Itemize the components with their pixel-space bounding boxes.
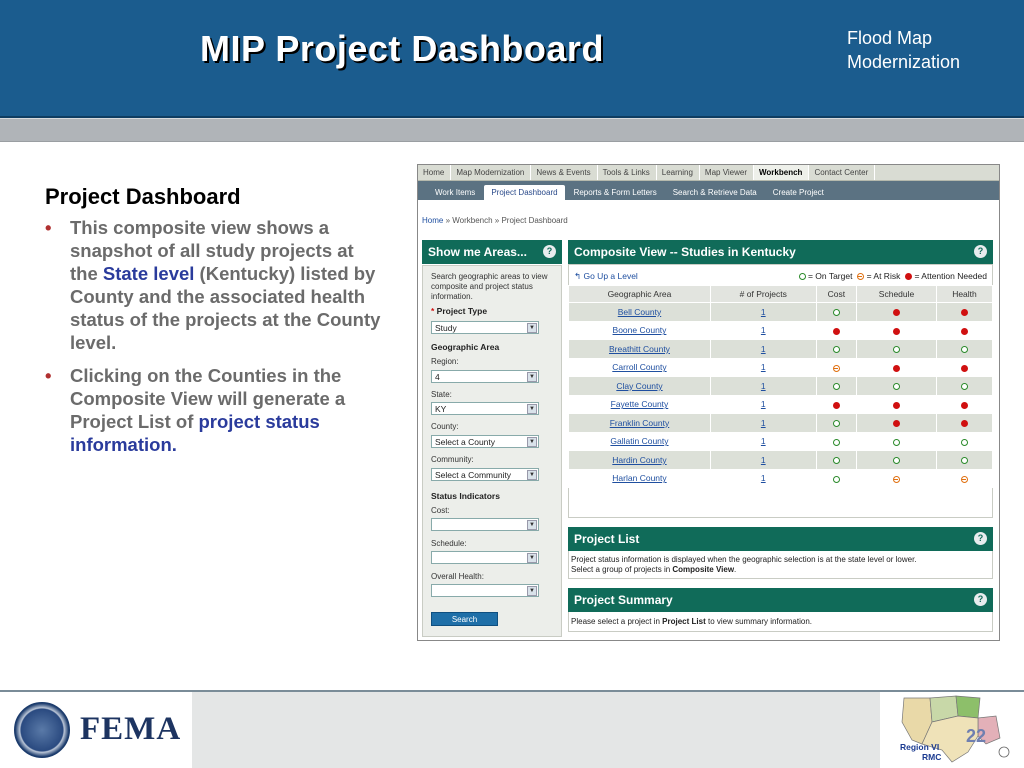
region-label <box>900 742 941 762</box>
community-select[interactable] <box>431 468 539 481</box>
tab-search-retrieve-data[interactable]: Search & Retrieve Data <box>672 188 757 197</box>
at-risk-icon <box>833 365 840 372</box>
area-cell <box>569 432 711 451</box>
project-count-link[interactable]: 1 <box>760 454 766 465</box>
breadcrumb-path: » Workbench » Project Dashboard <box>443 216 568 225</box>
project-count-link[interactable]: 1 <box>760 436 766 447</box>
project-count-link[interactable]: 1 <box>760 399 766 410</box>
geo-area-label: Geographic Area <box>431 342 500 352</box>
community-label: Community: <box>431 455 474 464</box>
health-cell <box>936 377 992 396</box>
cost-cell <box>816 432 856 451</box>
health-cell <box>936 321 992 340</box>
left-panel-intro: Search geographic areas to view composite and project status information. <box>431 272 548 301</box>
project-summary-text-c: to view summary information. <box>705 617 813 626</box>
table-row <box>569 469 993 488</box>
cost-label: Cost: <box>431 506 450 515</box>
page-number: 22 <box>966 726 987 746</box>
county-link[interactable]: Harlan County <box>612 473 667 484</box>
column-header: Geographic Area <box>569 286 711 303</box>
table-row <box>569 321 993 340</box>
tab-project-dashboard[interactable]: Project Dashboard <box>484 185 564 200</box>
at-risk-icon <box>961 476 968 483</box>
breadcrumb <box>422 216 568 225</box>
project-count-cell <box>710 358 816 377</box>
schedule-cell <box>857 303 937 322</box>
project-count-link[interactable]: 1 <box>760 473 766 484</box>
area-cell <box>569 340 711 359</box>
project-summary-text <box>571 617 812 627</box>
bullet-text: This composite view shows a snapshot of all study projects at the <box>70 217 354 284</box>
schedule-cell <box>857 451 937 470</box>
on-target-icon <box>961 439 968 446</box>
top-nav-item-contact-center[interactable]: Contact Center <box>809 165 875 180</box>
table-row <box>569 377 993 396</box>
on-target-icon <box>833 383 840 390</box>
table-row <box>569 358 993 377</box>
table-header-row <box>569 286 993 303</box>
on-target-icon <box>961 457 968 464</box>
cost-cell <box>816 395 856 414</box>
area-cell <box>569 451 711 470</box>
bullet-text: . <box>171 434 177 455</box>
attention-needed-icon <box>961 328 968 335</box>
attention-needed-icon <box>893 309 900 316</box>
cost-select[interactable] <box>431 518 539 531</box>
project-type-select[interactable] <box>431 321 539 334</box>
region-value: 4 <box>435 372 440 382</box>
go-up-level-link[interactable] <box>574 271 638 282</box>
county-link[interactable]: Franklin County <box>609 417 670 428</box>
project-list-text2-b: Composite View <box>672 565 735 574</box>
at-risk-icon <box>893 476 900 483</box>
attention-needed-icon <box>833 328 840 335</box>
top-nav-item-map-modernization[interactable]: Map Modernization <box>451 165 531 180</box>
schedule-cell <box>857 340 937 359</box>
chevron-down-icon: ▼ <box>527 470 537 480</box>
search-button[interactable]: Search <box>431 612 498 626</box>
table-row <box>569 432 993 451</box>
slide-title: MIP Project Dashboard <box>200 28 604 69</box>
cost-cell <box>816 414 856 433</box>
county-link[interactable]: Boone County <box>612 325 667 336</box>
on-target-icon <box>961 383 968 390</box>
health-cell <box>936 469 992 488</box>
on-target-icon <box>833 439 840 446</box>
schedule-cell <box>857 469 937 488</box>
cost-cell <box>816 340 856 359</box>
left-panel-title: Show me Areas... <box>428 245 527 259</box>
left-panel-header <box>422 240 562 264</box>
county-link[interactable]: Fayette County <box>610 399 669 410</box>
brand-line-1: Flood Map <box>847 28 933 48</box>
region-line-2: RMC <box>922 752 942 762</box>
schedule-cell <box>857 432 937 451</box>
county-value: Select a County <box>435 437 496 447</box>
table-row <box>569 395 993 414</box>
slide-heading: Project Dashboard <box>45 184 241 209</box>
area-cell <box>569 469 711 488</box>
on-target-icon <box>893 457 900 464</box>
column-header: Health <box>936 286 992 303</box>
area-cell <box>569 358 711 377</box>
sub-nav <box>418 181 999 200</box>
area-cell <box>569 377 711 396</box>
county-link[interactable]: Gallatin County <box>610 436 669 447</box>
project-count-cell <box>710 303 816 322</box>
composite-header <box>568 240 993 264</box>
brand-line-2: Modernization <box>847 52 961 72</box>
legend-on-target: = On Target <box>807 271 853 281</box>
project-count-cell <box>710 432 816 451</box>
project-count-cell <box>710 377 816 396</box>
project-summary-text-b: Project List <box>662 617 706 626</box>
county-select[interactable] <box>431 435 539 448</box>
area-cell <box>569 303 711 322</box>
project-count-link[interactable]: 1 <box>760 362 766 373</box>
chevron-down-icon: ▼ <box>527 404 537 414</box>
attention-needed-icon <box>893 402 900 409</box>
tab-reports-form-letters[interactable]: Reports & Form Letters <box>573 188 657 197</box>
cost-cell <box>816 358 856 377</box>
state-value: KY <box>435 404 447 414</box>
project-type-label <box>431 306 487 316</box>
dashboard-screenshot <box>417 164 1000 641</box>
left-panel <box>422 265 562 637</box>
project-count-cell <box>710 414 816 433</box>
footer-band <box>192 692 880 768</box>
project-count-link[interactable]: 1 <box>760 306 766 317</box>
bullet-highlight: State level <box>102 263 195 284</box>
chevron-down-icon: ▼ <box>527 553 537 563</box>
on-target-icon <box>833 420 840 427</box>
project-count-link[interactable]: 1 <box>760 380 766 391</box>
on-target-icon <box>893 439 900 446</box>
table-row <box>569 303 993 322</box>
top-nav-item-learning[interactable]: Learning <box>657 165 700 180</box>
county-link[interactable]: Breathitt County <box>608 343 670 354</box>
table-row <box>569 340 993 359</box>
composite-table <box>568 285 993 488</box>
area-cell <box>569 321 711 340</box>
overall-health-label: Overall Health: <box>431 572 484 581</box>
table-row <box>569 451 993 470</box>
schedule-select[interactable] <box>431 551 539 564</box>
help-icon[interactable]: ? <box>974 532 987 545</box>
help-icon[interactable]: ? <box>974 245 987 258</box>
health-cell <box>936 358 992 377</box>
project-summary-body <box>568 612 993 632</box>
health-cell <box>936 303 992 322</box>
bullet-item <box>45 364 385 456</box>
health-cell <box>936 451 992 470</box>
cost-cell <box>816 321 856 340</box>
slide-header <box>0 0 1024 118</box>
community-value: Select a Community <box>435 470 512 480</box>
overall-health-select[interactable] <box>431 584 539 597</box>
tab-create-project[interactable]: Create Project <box>772 188 824 197</box>
on-target-icon <box>833 309 840 316</box>
top-nav-item-news-events[interactable]: News & Events <box>531 165 597 180</box>
attention-needed-icon <box>893 420 900 427</box>
cost-cell <box>816 303 856 322</box>
top-nav-item-home[interactable]: Home <box>418 165 451 180</box>
project-count-cell <box>710 395 816 414</box>
bullet-text: Clicking on the Counties in the Composite View will generate a Project List of <box>70 365 346 432</box>
area-cell <box>569 414 711 433</box>
attention-needed-icon <box>893 365 900 372</box>
project-list-text2-c: . <box>734 565 737 574</box>
fema-logo-text: FEMA <box>80 711 182 747</box>
on-target-icon <box>833 346 840 353</box>
county-link[interactable]: Bell County <box>617 306 662 317</box>
chevron-down-icon: ▼ <box>527 437 537 447</box>
breadcrumb-home[interactable]: Home <box>422 216 444 225</box>
help-icon[interactable]: ? <box>543 245 556 258</box>
region-line-1: Region VI <box>900 742 940 752</box>
composite-title: Composite View -- Studies in Kentucky <box>574 245 796 259</box>
status-legend <box>799 271 987 281</box>
bullet-icon: • <box>45 365 52 386</box>
cost-cell <box>816 469 856 488</box>
go-up-level-text: Go Up a Level <box>583 271 638 281</box>
dhs-seal-icon <box>14 702 70 758</box>
area-cell <box>569 395 711 414</box>
up-arrow-icon: ↰ <box>574 271 584 281</box>
project-list-body <box>568 551 993 579</box>
project-count-link[interactable]: 1 <box>760 417 766 428</box>
cost-cell <box>816 451 856 470</box>
on-target-icon <box>833 457 840 464</box>
required-icon: * <box>431 306 437 316</box>
project-list-text2-a: Select a group of projects in <box>571 565 673 574</box>
header-divider <box>0 118 1024 142</box>
bullet-icon: • <box>45 217 52 238</box>
schedule-cell <box>857 321 937 340</box>
project-count-cell <box>710 451 816 470</box>
health-cell <box>936 414 992 433</box>
on-target-icon <box>833 476 840 483</box>
project-summary-title: Project Summary <box>574 593 673 607</box>
top-nav-item-tools-links[interactable]: Tools & Links <box>598 165 657 180</box>
attention-needed-icon <box>961 402 968 409</box>
schedule-cell <box>857 377 937 396</box>
schedule-label: Schedule: <box>431 539 467 548</box>
attention-needed-icon <box>833 402 840 409</box>
state-select[interactable] <box>431 402 539 415</box>
project-summary-text-a: Please select a project in <box>571 617 663 626</box>
project-list-header <box>568 527 993 551</box>
at-risk-icon <box>857 273 864 280</box>
bullet-text: (Kentucky) listed by County and the associated health status of the projects at the County level. <box>70 263 381 353</box>
bullet-item <box>45 216 385 354</box>
chevron-down-icon: ▼ <box>527 372 537 382</box>
brand-text <box>847 26 960 74</box>
bullet-highlight: project status information <box>70 411 320 455</box>
region-select[interactable] <box>431 370 539 383</box>
project-summary-header <box>568 588 993 612</box>
project-count-link[interactable]: 1 <box>760 325 766 336</box>
chevron-down-icon: ▼ <box>527 520 537 530</box>
project-count-cell <box>710 321 816 340</box>
schedule-cell <box>857 414 937 433</box>
state-label: State: <box>431 390 452 399</box>
bullet-list <box>45 216 385 466</box>
attention-needed-icon <box>961 309 968 316</box>
schedule-cell <box>857 358 937 377</box>
health-cell <box>936 340 992 359</box>
project-list-title: Project List <box>574 532 640 546</box>
county-link[interactable]: Clay County <box>616 380 663 391</box>
chevron-down-icon: ▼ <box>527 323 537 333</box>
county-link[interactable]: Carroll County <box>612 362 667 373</box>
column-header: Schedule <box>857 286 937 303</box>
attention-needed-icon <box>905 273 912 280</box>
health-cell <box>936 432 992 451</box>
project-count-cell <box>710 469 816 488</box>
project-type-value: Study <box>435 323 457 333</box>
project-list-text: Project status information is displayed when the geographic selection is at the state level or lower. <box>571 555 917 564</box>
column-header: # of Projects <box>710 286 816 303</box>
legend-attention: = Attention Needed <box>914 271 987 281</box>
health-cell <box>936 395 992 414</box>
table-row <box>569 414 993 433</box>
chevron-down-icon: ▼ <box>527 586 537 596</box>
attention-needed-icon <box>893 328 900 335</box>
top-nav-item-workbench[interactable]: Workbench <box>754 165 809 180</box>
help-icon[interactable]: ? <box>974 593 987 606</box>
cost-cell <box>816 377 856 396</box>
project-count-link[interactable]: 1 <box>760 343 766 354</box>
tab-work-items[interactable]: Work Items <box>435 188 476 197</box>
county-label: County: <box>431 422 459 431</box>
top-nav-item-map-viewer[interactable]: Map Viewer <box>700 165 754 180</box>
attention-needed-icon <box>961 420 968 427</box>
on-target-icon <box>893 383 900 390</box>
status-indicators-label: Status Indicators <box>431 491 500 501</box>
column-header: Cost <box>816 286 856 303</box>
project-type-label-text: Project Type <box>436 306 488 316</box>
top-nav <box>418 165 999 181</box>
attention-needed-icon <box>961 365 968 372</box>
on-target-icon <box>961 346 968 353</box>
on-target-icon <box>893 346 900 353</box>
legend-at-risk: = At Risk <box>866 271 901 281</box>
county-link[interactable]: Hardin County <box>612 454 667 465</box>
region-label: Region: <box>431 357 459 366</box>
on-target-icon <box>799 273 806 280</box>
schedule-cell <box>857 395 937 414</box>
project-list-text2 <box>571 565 736 575</box>
project-count-cell <box>710 340 816 359</box>
